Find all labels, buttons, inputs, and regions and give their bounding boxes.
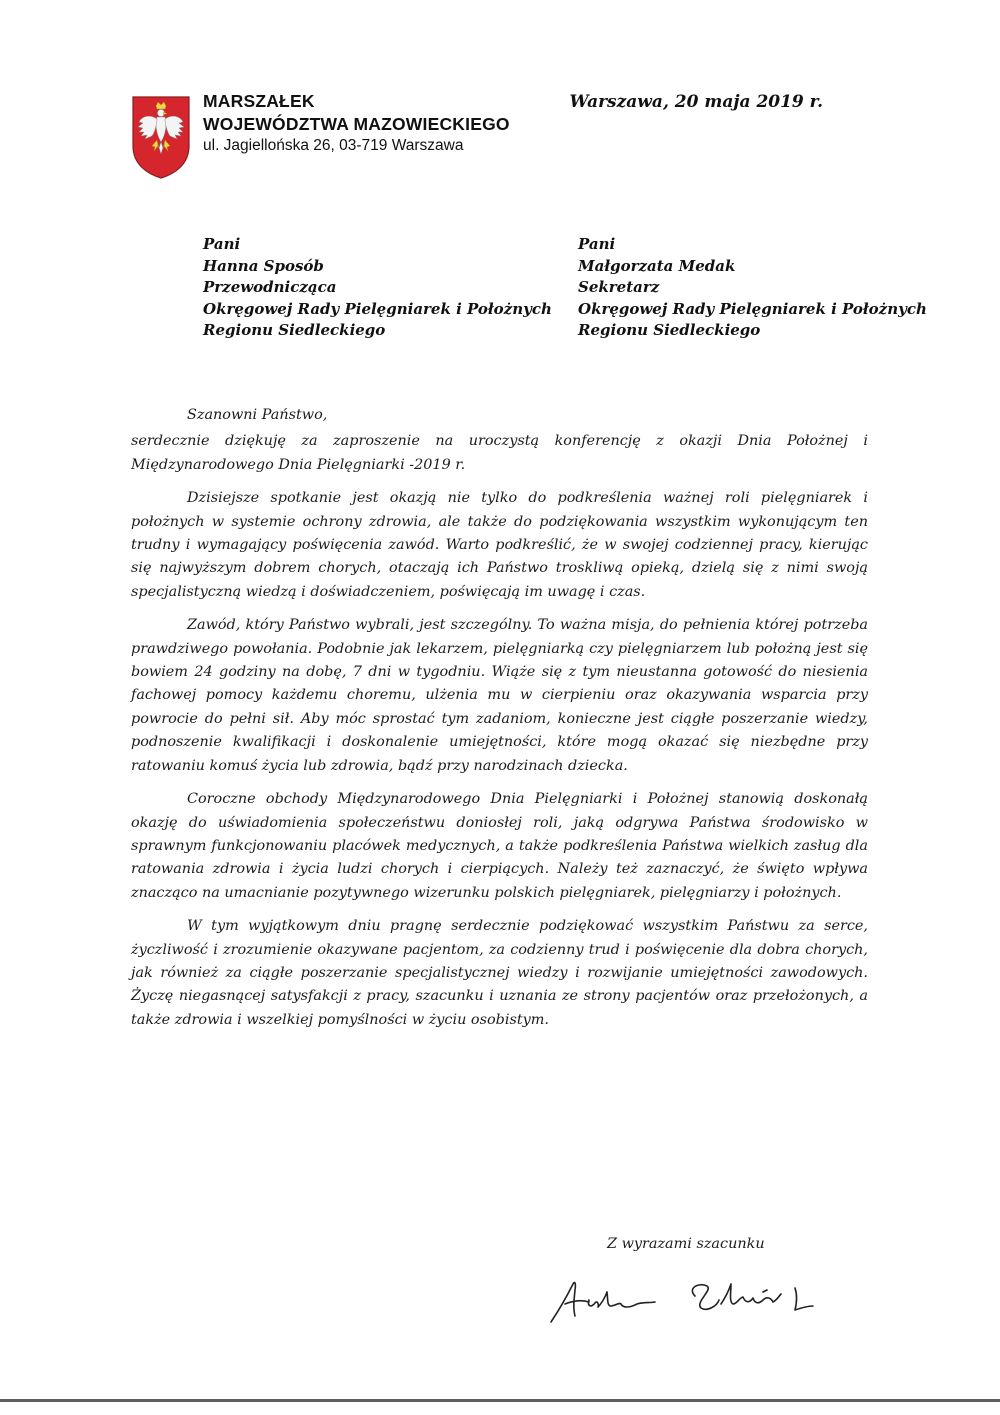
letter-date: Warszawa, 20 maja 2019 r. — [569, 92, 823, 112]
page-edge-line — [0, 1399, 1000, 1402]
signature-icon — [545, 1270, 835, 1330]
addressee-line: Przewodnicząca — [203, 278, 337, 296]
coat-of-arms-icon — [130, 94, 192, 180]
addressee-line: Pani — [203, 235, 241, 253]
addressee-line: Okręgowej Rady Pielęgniarek i Położnych — [578, 299, 927, 318]
paragraph: Zawód, który Państwo wybrali, jest szczególny. To ważna misja, do pełnienia której potrzeba prawdziwego powołania. Podobnie jak lekarzem, pielęgniarką czy pielęgniarzem lub położną jest się bowiem 24 godziny na dobę, 7 dni w tygodniu. Wiąże się z tym nieustanna gotowość do niesienia fachowej pomocy każdemu choremu, ulżenia mu w cierpieniu oraz okazywania wsparcia przy powrocie do pełni sił. Aby móc sprostać tym zadaniom, konieczne jest ciągłe poszerzanie wiedzy, podnoszenie kwalifikacji i doskonalenie umiejętności, które mogą okazać się niezbędne przy ratowaniu komuś życia lub zdrowia, bądź przy narodzinach dziecka. — [131, 617, 868, 774]
addressee-line: Regionu Siedleckiego — [203, 321, 386, 339]
letterhead — [203, 90, 510, 156]
closing: Z wyrazami szacunku — [607, 1236, 765, 1252]
letterhead-subtitle: WOJEWÓDZTWA MAZOWIECKIEGO — [203, 114, 510, 134]
addressee-line: Regionu Siedleckiego — [578, 321, 761, 339]
letterhead-address: ul. Jagiellońska 26, 03-719 Warszawa — [203, 137, 464, 154]
addressee-line: Małgorzata Medak — [578, 256, 736, 275]
addressee-line: Pani — [578, 235, 616, 253]
paragraph: Coroczne obchody Międzynarodowego Dnia Pielęgniarki i Położnej stanowią doskonałą okazję do uświadomienia społeczeństwu doniosłej roli, jaką odgrywa Państwa środowisko w sprawnym funkcjonowaniu placówek medycznych, a także podkreślenia Państwa wielkich zasług dla ratowania zdrowia i życia ludzi chorych i cierpiących. Należy też zaznaczyć, że święto wpływa znacząco na umacnianie pozytywnego wizerunku polskich pielęgniarek, pielęgniarzy i położnych. — [131, 791, 868, 901]
addressee-right — [578, 234, 927, 342]
addressee-line: Okręgowej Rady Pielęgniarek i Położnych — [203, 299, 552, 318]
addressee-left — [203, 234, 552, 342]
paragraph: W tym wyjątkowym dniu pragnę serdecznie podziękować wszystkim Państwu za serce, życzliwość i zrozumienie okazywane pacjentom, za codzienny trud i poświęcenie dla dobra chorych, jak również za ciągłe poszerzanie specjalistycznej wiedzy i rozwijanie umiejętności zawodowych. Życzę niegasnącej satysfakcji z pracy, szacunku i uznania ze strony pacjentów oraz przełożonych, a także zdrowia i wszelkiej pomyślności w życiu osobistym. — [131, 918, 868, 1028]
paragraph: serdecznie dziękuję za zaproszenie na uroczystą konferencję z okazji Dnia Położnej i Międzynarodowego Dnia Pielęgniarki -2019 r. — [131, 433, 868, 473]
addressee-line: Sekretarz — [578, 278, 660, 296]
salutation: Szanowni Państwo, — [187, 407, 328, 423]
letter-body — [131, 404, 868, 1042]
addressee-line: Hanna Sposób — [203, 256, 324, 275]
letterhead-title: MARSZAŁEK — [203, 91, 315, 111]
paragraph: Dzisiejsze spotkanie jest okazją nie tylko do podkreślenia ważnej roli pielęgniarek i położnych w systemie ochrony zdrowia, ale także do podziękowania wszystkim wykonującym ten trudny i wymagający poświęcenia zawód. Warto podkreślić, że w swojej codziennej pracy, kierując się najwyższym dobrem chorych, otaczają ich Państwo troskliwą opieką, dzielą się z nimi swoją specjalistyczną wiedzą i doświadczeniem, poświęcają im uwagę i czas. — [131, 490, 868, 600]
